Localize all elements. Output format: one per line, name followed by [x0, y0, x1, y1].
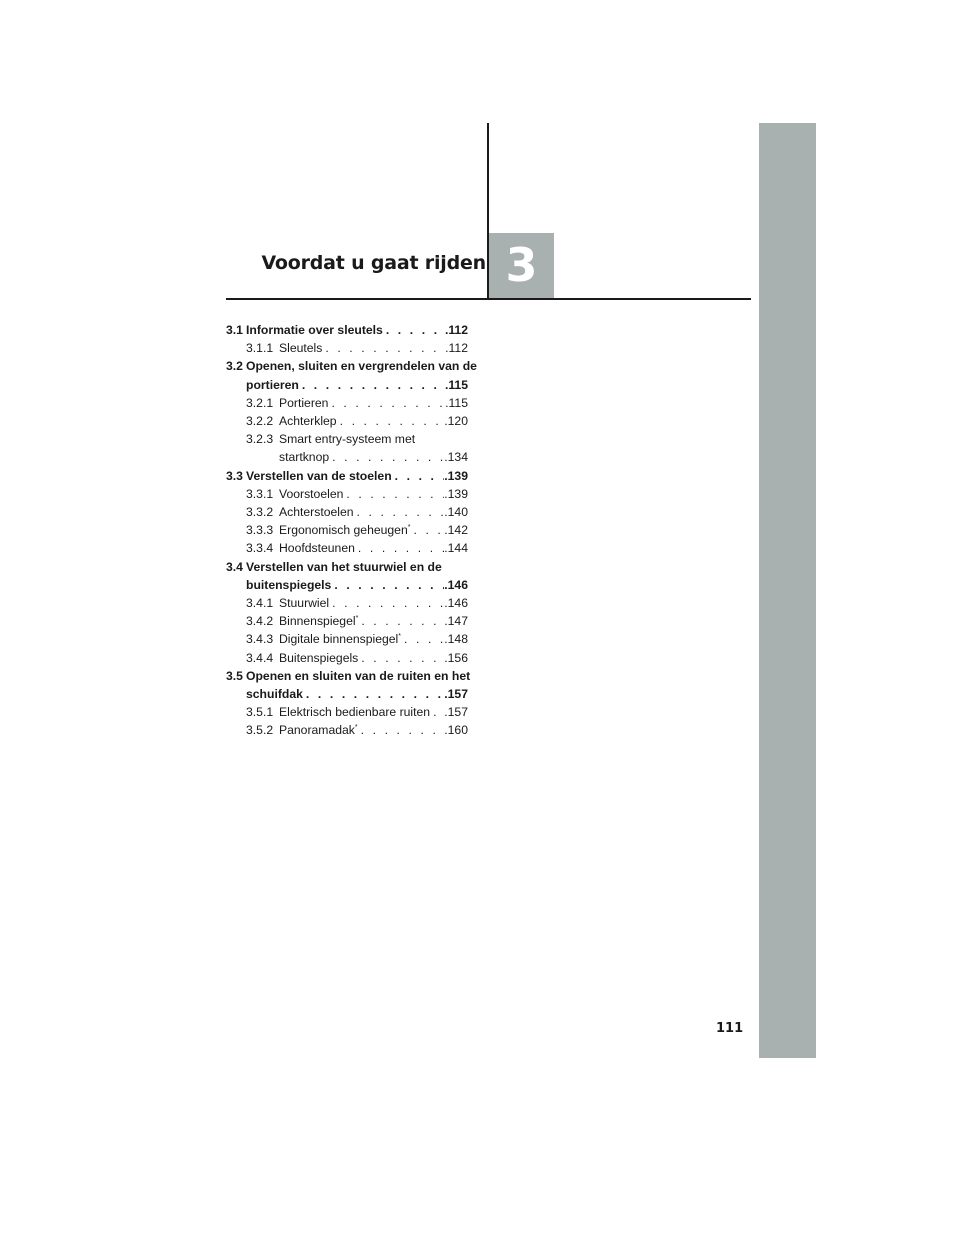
toc-number: 3.4.2 [246, 614, 274, 629]
toc-title: Achterklep [279, 414, 337, 429]
toc-leader [329, 594, 444, 612]
toc-page: .112 [444, 323, 468, 337]
toc-number: 3.4 [226, 559, 243, 574]
toc-section[interactable] [226, 321, 468, 339]
toc-leader [407, 521, 444, 539]
toc-title: Buitenspiegels [279, 650, 359, 665]
toc-number: 3.3.1 [246, 486, 274, 501]
toc-page: .115 [445, 395, 468, 410]
toc-leader [358, 649, 444, 667]
toc-number: 3.3 [226, 468, 243, 483]
toc-leader [354, 503, 445, 521]
optional-equipment-mark: * [398, 633, 401, 641]
toc-subsection[interactable] [226, 721, 468, 739]
toc-number: 3.1.1 [246, 341, 274, 356]
chapter-title: Voordat u gaat rijden [261, 252, 486, 274]
toc-title-text: Digitale binnenspiegel [279, 632, 399, 647]
toc-page: .148 [444, 632, 468, 647]
toc-title: Smart entry-systeem met [279, 432, 416, 447]
toc-page: .139 [444, 486, 468, 501]
toc-leader [329, 448, 444, 466]
optional-equipment-mark: * [407, 524, 411, 532]
toc-title-continued: schuifdak [246, 687, 303, 702]
toc-page: .146 [444, 596, 468, 611]
toc-leader [337, 412, 445, 430]
toc-title: Achterstoelen [279, 505, 354, 520]
optional-equipment-mark: * [354, 724, 358, 732]
toc-section[interactable] [226, 357, 477, 393]
toc-subsection[interactable] [226, 521, 468, 539]
toc-number: 3.2.3 [246, 432, 274, 447]
toc-leader [383, 321, 445, 339]
toc-number: 3.4.3 [246, 632, 274, 647]
toc-title-continued: buitenspiegels [246, 577, 332, 592]
toc-title [279, 721, 358, 739]
toc-page: .139 [444, 468, 468, 483]
toc-title: Portieren [279, 395, 329, 410]
header-horizontal-rule [226, 298, 751, 300]
toc-title: Verstellen van het stuurwiel en de [246, 559, 442, 574]
toc-number: 3.4.4 [246, 650, 274, 665]
toc-page: .120 [444, 414, 468, 429]
toc-section[interactable] [226, 558, 468, 594]
toc-number: 3.5 [226, 668, 243, 683]
toc-title: Voorstoelen [279, 486, 344, 501]
chapter-side-tab [759, 123, 816, 1058]
toc-page: .144 [444, 541, 468, 556]
toc-leader [299, 376, 445, 394]
toc-title-continued: startknop [279, 450, 330, 465]
toc-title: Openen, sluiten en vergrendelen van de [246, 359, 477, 374]
toc-page: .134 [444, 450, 468, 465]
toc-number: 3.5.2 [246, 723, 274, 738]
toc-page: .146 [444, 577, 468, 592]
toc-leader [358, 721, 445, 739]
toc-page: .157 [444, 687, 468, 702]
toc-leader [355, 612, 444, 630]
toc-title: Hoofdsteunen [279, 541, 355, 556]
toc-page: .142 [444, 523, 468, 538]
toc-leader [322, 339, 445, 357]
toc-number: 3.3.2 [246, 505, 274, 520]
toc-subsection[interactable] [226, 630, 468, 648]
toc-page: .112 [445, 341, 468, 356]
toc-title-continued: portieren [246, 377, 299, 392]
toc-subsection[interactable] [226, 612, 468, 630]
toc-title: Sleutels [279, 341, 323, 356]
toc-page: .140 [444, 505, 468, 520]
toc-title-text: Panoramadak [279, 723, 355, 738]
table-of-contents [226, 321, 477, 740]
toc-leader [331, 576, 444, 594]
toc-subsection[interactable] [226, 339, 468, 357]
toc-leader [328, 394, 445, 412]
toc-number: 3.1 [226, 323, 243, 337]
toc-number: 3.3.4 [246, 541, 274, 556]
toc-subsection[interactable] [226, 485, 468, 503]
toc-page: .160 [444, 723, 468, 738]
toc-number: 3.2.1 [246, 395, 274, 410]
toc-number: 3.2.2 [246, 414, 274, 429]
toc-page: .147 [444, 614, 468, 629]
toc-subsection[interactable] [226, 412, 468, 430]
toc-page: .157 [444, 705, 468, 720]
toc-title: Stuurwiel [279, 596, 330, 611]
toc-title-text: Ergonomisch geheugen [279, 523, 408, 538]
toc-leader [392, 467, 445, 485]
toc-title: Openen en sluiten van de ruiten en het [246, 668, 471, 683]
toc-title: Verstellen van de stoelen [246, 468, 392, 483]
page-number: 111 [716, 1021, 744, 1036]
toc-subsection[interactable] [226, 503, 468, 521]
toc-subsection[interactable] [226, 594, 468, 612]
toc-subsection[interactable] [226, 649, 468, 667]
chapter-number-box: 3 [489, 233, 554, 298]
toc-number: 3.2 [226, 359, 243, 374]
toc-title: Informatie over sleutels [246, 323, 383, 337]
toc-section[interactable] [226, 467, 468, 485]
toc-title [279, 521, 410, 539]
toc-number: 3.5.1 [246, 705, 274, 720]
toc-title: Elektrisch bedienbare ruiten [279, 705, 431, 720]
toc-section[interactable] [226, 667, 471, 703]
toc-subsection[interactable] [226, 703, 468, 721]
toc-page: .115 [444, 377, 468, 392]
toc-title [279, 630, 401, 648]
toc-subsection[interactable] [226, 394, 468, 412]
toc-title-text: Binnenspiegel [279, 614, 356, 629]
optional-equipment-mark: * [355, 615, 359, 623]
toc-subsection[interactable] [226, 430, 468, 466]
toc-leader [401, 630, 444, 648]
toc-title [279, 612, 358, 630]
toc-leader [343, 485, 444, 503]
toc-leader [430, 703, 444, 721]
toc-number: 3.3.3 [246, 523, 274, 538]
toc-leader [303, 685, 444, 703]
toc-leader [355, 539, 444, 557]
toc-number: 3.4.1 [246, 596, 274, 611]
toc-subsection[interactable] [226, 539, 468, 557]
toc-page: .156 [444, 650, 468, 665]
